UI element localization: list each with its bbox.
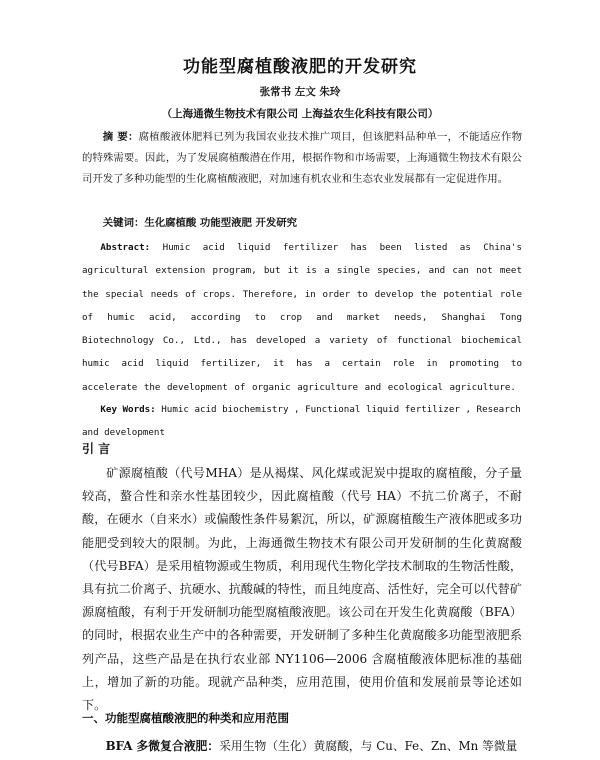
abstract-en-text: Humic acid liquid fertilizer has been listed as China's agricultural extension program, but it is a single species, and can not meet the special needs of crops. Therefore, in order to develop the potential role of humic acid, according to crop and market needs, Shanghai Tong Biotechnology Co., Ltd., has developed a variety of functional biochemical humic acid liquid fertilizer, it has a certain role in promoting to accelerate the development of organic agriculture and ecological agriculture.: [82, 242, 522, 393]
section1-heading: 一、功能型腐植酸液肥的种类和应用范围: [82, 711, 289, 725]
abstract-cn-label: 摘 要：: [102, 131, 139, 143]
abstract-en: [82, 236, 522, 399]
keywords-cn-label: 关键词：: [102, 217, 145, 229]
keywords-cn-text: 生化腐植酸 功能型液肥 开发研究: [144, 217, 298, 229]
paper-title: 功能型腐植酸液肥的开发研究: [183, 57, 417, 77]
abstract-en-label: Abstract:: [100, 242, 151, 253]
paper-affiliation: （上海通微生物技术有限公司 上海益农生化科技有限公司）: [161, 108, 439, 120]
section1-paragraph-label: BFA 多微复合液肥：: [105, 739, 220, 753]
keywords-en-label: Key Words:: [100, 404, 156, 415]
intro-heading: 引 言: [82, 442, 111, 456]
abstract-cn-text: 腐植酸液体肥料已列为我国农业技术推广项目，但该肥料品种单一，不能适应作物的特殊需要。因此，为了发展腐植酸潜在作用，根据作物和市场需要，上海通微生物技术有限公司开发了多种功能型的生化腐植酸液肥，对加速有机农业和生态农业发展都有一定促进作用。: [82, 131, 522, 185]
section1-paragraph-text: 采用生物（生化）黄腐酸，与 Cu、Fe、Zn、Mn 等微量: [219, 739, 518, 753]
section1-paragraph: [82, 735, 522, 757]
keywords-cn: [82, 213, 543, 233]
keywords-en-text: Humic acid biochemistry , Functional liquid fertilizer , Research and development: [82, 404, 521, 439]
paper-authors: 张常书 左文 朱玲: [259, 86, 341, 98]
intro-paragraph: 矿源腐植酸（代号MHA）是从褐煤、风化煤或泥炭中提取的腐植酸，分子量较高，螯合性和亲水性基团较少，因此腐植酸（代号 HA）不抗二价离子，不耐酸，在硬水（自来水）或偏酸性条件易絮沉，所以，矿源腐植酸生产液体肥或多功能肥受到较大的限制。为此，上海通微生物技术有限公司开发研制的生化黄腐酸（代号BFA）是采用植物源或生物质，利用现代生物化学技术制取的生物活性酸，具有抗二价离子、抗硬水、抗酸碱的特性，而且纯度高、活性好，完全可以代替矿源腐植酸，有利于开发研制功能型腐植酸液肥。该公司在开发生化黄腐酸（BFA）的同时，根据农业生产中的各种需要，开发研制了多种生化黄腐酸多功能型液肥系列产品，这些产品是在执行农业部 NY1106—2006 含腐植酸液体肥标准的基础上，增加了新的功能。现就产品种类，应用范围，使用价值和发展前景等论述如下。: [82, 466, 522, 713]
abstract-cn: [82, 127, 522, 189]
keywords-en: [82, 398, 522, 445]
